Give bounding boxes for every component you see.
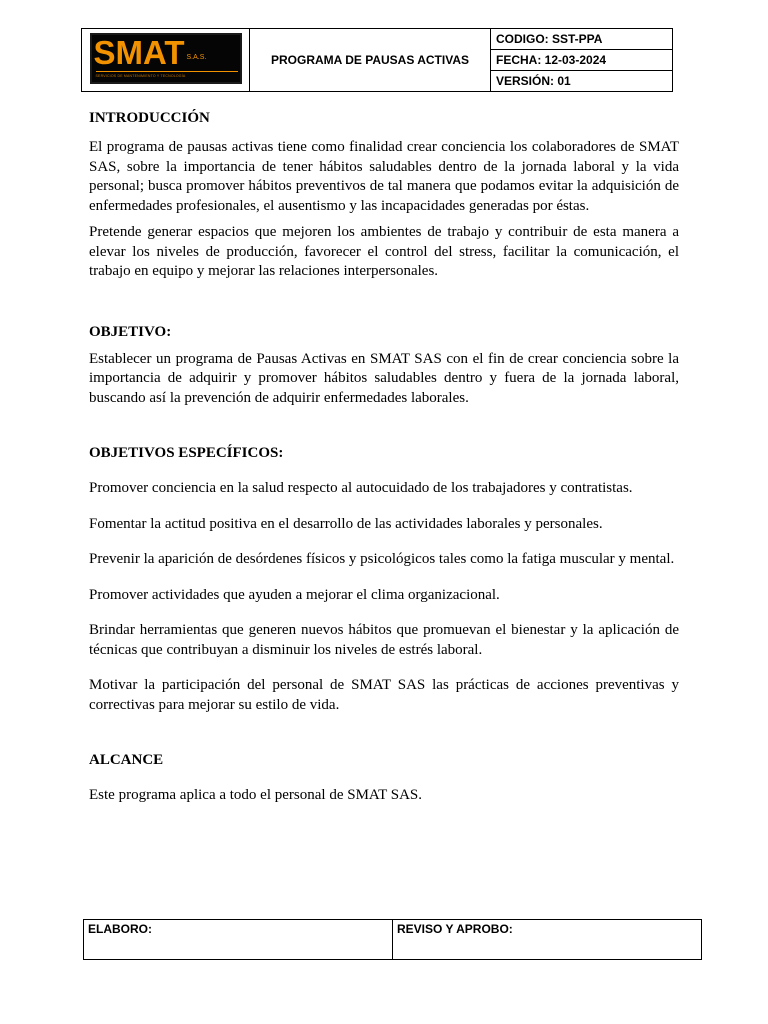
objetivo-paragraph: Establecer un programa de Pausas Activas en SMAT SAS con el fin de crear conciencia sobre la importancia de adquirir y promover hábitos saludables dentro y fuera de la jornada laboral, buscando así la prevención de adquirir enfermedades laborales. <box>89 350 679 406</box>
introduccion-paragraph-2: Pretende generar espacios que mejoren los ambientes de trabajo y contribuir de esta manera a elevar los niveles de producción, favorecer el control del stress, facilitar la comunicación, el trabajo en equipo y mejorar las relaciones interpersonales. <box>89 224 679 279</box>
logo-cell <box>82 29 250 92</box>
introduccion-paragraph-1: El programa de pausas activas tiene como finalidad crear conciencia los colaboradores de SMAT SAS, sobre la importancia de tener hábitos saludables dentro de la jornada laboral y la vida personal; busca promover hábitos preventivos de tal manera que podamos evitar la adquisición de enfermedades profesionales, el ausentismo y las incapacidades generadas por éstas. <box>89 139 679 214</box>
objetivo-heading: OBJETIVO: <box>89 323 172 340</box>
document-title: PROGRAMA DE PAUSAS ACTIVAS <box>250 29 491 92</box>
signature-table <box>83 919 702 960</box>
alcance-heading: ALCANCE <box>89 752 164 768</box>
reviso-aprobo-cell: REVISO Y APROBO: <box>393 920 702 960</box>
objetivo-especifico-item: Promover conciencia en la salud respecto al autocuidado de los trabajadores y contratistas. <box>89 480 633 496</box>
document-header <box>81 28 673 92</box>
logo-tagline: SERVICIOS DE MANTENIMIENTO Y TECNOLOGÍA <box>95 74 186 78</box>
document-body <box>89 108 679 806</box>
alcance-paragraph: Este programa aplica a todo el personal de SMAT SAS. <box>89 787 422 803</box>
document-code: CODIGO: SST-PPA <box>491 29 673 50</box>
objetivo-especifico-item: Fomentar la actitud positiva en el desarrollo de las actividades laborales y personales. <box>89 515 603 532</box>
objetivo-especifico-item: Prevenir la aparición de desórdenes físicos y psicológicos tales como la fatiga muscular y mental. <box>89 551 675 567</box>
objetivo-especifico-item: Motivar la participación del personal de SMAT SAS las prácticas de acciones preventivas y correctivas para mejorar su estilo de vida. <box>89 677 679 713</box>
logo-sas: S.A.S. <box>186 54 207 61</box>
document-version: VERSIÓN: 01 <box>491 71 673 92</box>
introduccion-heading: INTRODUCCIÓN <box>89 110 210 126</box>
company-logo <box>90 33 242 84</box>
document-date: FECHA: 12-03-2024 <box>491 50 673 71</box>
logo-divider <box>96 71 238 72</box>
logo-text: SMAT <box>93 34 185 71</box>
elaboro-cell: ELABORO: <box>84 920 393 960</box>
objetivos-especificos-heading: OBJETIVOS ESPECÍFICOS: <box>89 445 284 461</box>
objetivo-especifico-item: Promover actividades que ayuden a mejorar el clima organizacional. <box>89 586 500 603</box>
objetivo-especifico-item: Brindar herramientas que generen nuevos hábitos que promuevan el bienestar y la aplicación de técnicas que contribuyan a disminuir los niveles de estrés laboral. <box>89 622 679 658</box>
